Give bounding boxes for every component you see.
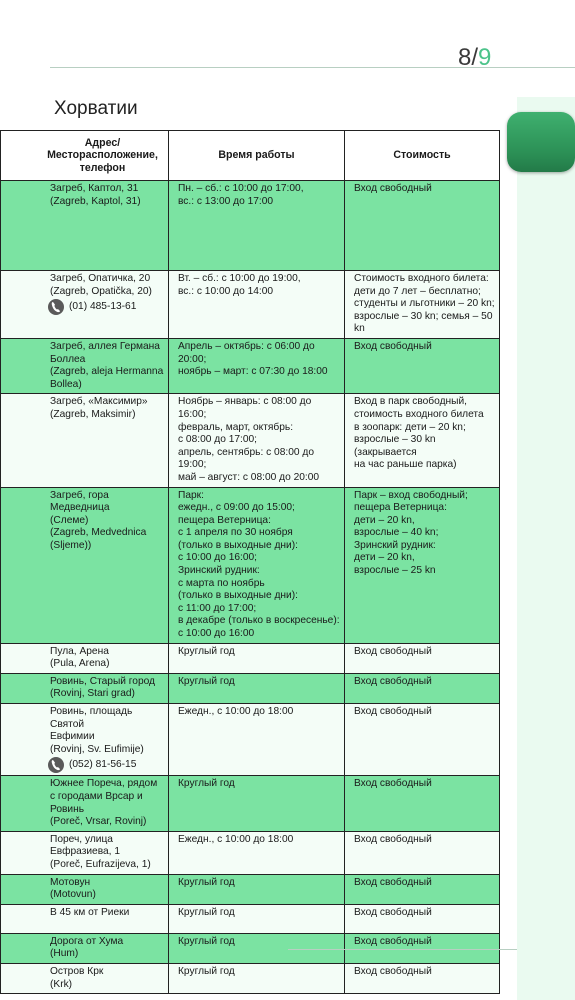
table-row xyxy=(1,394,500,487)
cell-address xyxy=(1,831,169,874)
table-row xyxy=(1,181,500,271)
cell-price: Парк – вход свободный; пещера Ветерница: дети – 20 kn, взрослые – 40 kn; Зринский рудник: дети – 20 kn, взрослые – 25 kn xyxy=(345,487,500,643)
cell-address xyxy=(1,963,169,993)
cell-hours: Круглый год xyxy=(169,643,345,673)
address-text: В 45 км от Риеки xyxy=(50,906,130,918)
cell-price: Вход в парк свободный, стоимость входного билета в зоопарк: дети – 20 kn; взрослые – 30 kn (закрывается на час раньше парка) xyxy=(345,394,500,487)
cell-price: Вход свободный xyxy=(345,673,500,703)
cell-address xyxy=(1,394,169,487)
top-rule xyxy=(50,67,575,68)
page-total: 9 xyxy=(478,44,492,71)
cell-hours: Апрель – октябрь: с 06:00 до 20:00; ноябрь – март: с 07:30 до 18:00 xyxy=(169,338,345,393)
table-row xyxy=(1,831,500,874)
phone-line xyxy=(50,757,164,773)
cell-address xyxy=(1,904,169,933)
side-strip xyxy=(517,97,575,1000)
cell-hours: Круглый год xyxy=(169,904,345,933)
cell-price: Вход свободный xyxy=(345,776,500,831)
cell-address xyxy=(1,643,169,673)
page-current: 8 xyxy=(458,44,472,71)
section-title: Хорватии xyxy=(54,98,138,119)
cell-hours: Ежедн., с 10:00 до 18:00 xyxy=(169,831,345,874)
address-text: Загреб, Опатичка, 20 (Zagreb, Opatička, 20) xyxy=(50,273,152,297)
phone-line xyxy=(50,299,164,315)
header-hours: Время работы xyxy=(169,131,345,181)
address-text: Ровинь, Старый город (Rovinj, Stari grad) xyxy=(50,675,156,700)
cell-address xyxy=(1,704,169,776)
address-text: Ровинь, площадь Святой Евфимии (Rovinj, Sv. Eufimije) xyxy=(50,706,144,755)
cell-address xyxy=(1,874,169,904)
cell-price: Вход свободный xyxy=(345,874,500,904)
table-header-row xyxy=(1,131,500,181)
chapter-tab-icon[interactable] xyxy=(507,112,575,172)
cell-hours: Парк: ежедн., с 09:00 до 15:00; пещера Ветерница: с 1 апреля по 30 ноября (только в выходные дни): с 10:00 до 16:00; Зринский рудник: с марта по ноябрь (только в выходные дни): с 11:00 до 17:00; в декабре (только в воскресенье): с 10:00 до 16:00 xyxy=(169,487,345,643)
address-text: Южнее Пореча, рядом с городами Врсар и Ровинь (Poreč, Vrsar, Rovinj) xyxy=(50,778,158,828)
table-row xyxy=(1,963,500,993)
page-separator: / xyxy=(471,44,479,71)
header-price: Стоимость xyxy=(345,131,500,181)
cell-price: Стоимость входного билета: дети до 7 лет – бесплатно; студенты и льготники – 20 kn; взрослые – 30 kn; семья – 50 kn xyxy=(345,271,500,339)
phone-number: (052) 81-56-15 xyxy=(69,759,137,771)
cell-price: Вход свободный xyxy=(345,933,500,963)
cell-hours: Ежедн., с 10:00 до 18:00 xyxy=(169,704,345,776)
cell-address xyxy=(1,338,169,393)
address-text: Пореч, улица Евфразиева, 1 (Poreč, Eufrazijeva, 1) xyxy=(50,833,151,870)
cell-address xyxy=(1,271,169,339)
table-row xyxy=(1,874,500,904)
phone-number: (01) 485-13-61 xyxy=(69,300,137,312)
address-text: Дорога от Хума (Hum) xyxy=(50,935,124,960)
attractions-table xyxy=(0,130,500,994)
header-address: Адрес/ Месторасположение, телефон xyxy=(1,131,169,181)
cell-hours: Круглый год xyxy=(169,673,345,703)
table-row xyxy=(1,904,500,933)
address-text: Остров Крк (Krk) xyxy=(50,965,104,990)
cell-hours: Круглый год xyxy=(169,874,345,904)
address-text: Загреб, аллея Германа Боллеа (Zagreb, aleja Hermanna Bollea) xyxy=(50,340,164,390)
cell-hours: Круглый год xyxy=(169,776,345,831)
cell-hours: Круглый год xyxy=(169,963,345,993)
cell-price: Вход свободный xyxy=(345,643,500,673)
table-row xyxy=(1,487,500,643)
bottom-rule xyxy=(288,949,517,950)
cell-hours: Пн. – сб.: с 10:00 до 17:00, вс.: с 13:00 до 17:00 xyxy=(169,181,345,271)
cell-price: Вход свободный xyxy=(345,963,500,993)
table-row xyxy=(1,704,500,776)
cell-price: Вход свободный xyxy=(345,704,500,776)
page-number xyxy=(458,44,491,72)
table-row xyxy=(1,673,500,703)
cell-address xyxy=(1,776,169,831)
table-row xyxy=(1,271,500,339)
address-text: Пула, Арена (Pula, Arena) xyxy=(50,645,110,670)
phone-icon xyxy=(48,299,64,315)
cell-price: Вход свободный xyxy=(345,904,500,933)
cell-price: Вход свободный xyxy=(345,338,500,393)
cell-hours: Вт. – сб.: с 10:00 до 19:00, вс.: с 10:00 до 14:00 xyxy=(169,271,345,339)
table-row xyxy=(1,776,500,831)
cell-address xyxy=(1,487,169,643)
address-text: Мотовун (Motovun) xyxy=(50,876,96,901)
table-row xyxy=(1,643,500,673)
cell-hours: Ноябрь – январь: с 08:00 до 16:00; февраль, март, октябрь: с 08:00 до 17:00; апрель, сентябрь: с 08:00 до 19:00; май – август: с 08:00 до 20:00 xyxy=(169,394,345,487)
table-row xyxy=(1,338,500,393)
cell-hours: Круглый год xyxy=(169,933,345,963)
cell-price: Вход свободный xyxy=(345,181,500,271)
address-text: Загреб, «Максимир» (Zagreb, Maksimir) xyxy=(50,396,148,420)
cell-price: Вход свободный xyxy=(345,831,500,874)
table-body xyxy=(1,181,500,994)
cell-address xyxy=(1,933,169,963)
address-text: Загреб, гора Медведница (Слеме) (Zagreb, Medvednica (Sljeme)) xyxy=(50,489,147,551)
address-text: Загреб, Каптол, 31 (Zagreb, Kaptol, 31) xyxy=(50,183,141,207)
cell-address xyxy=(1,673,169,703)
phone-icon xyxy=(48,757,64,773)
cell-address xyxy=(1,181,169,271)
